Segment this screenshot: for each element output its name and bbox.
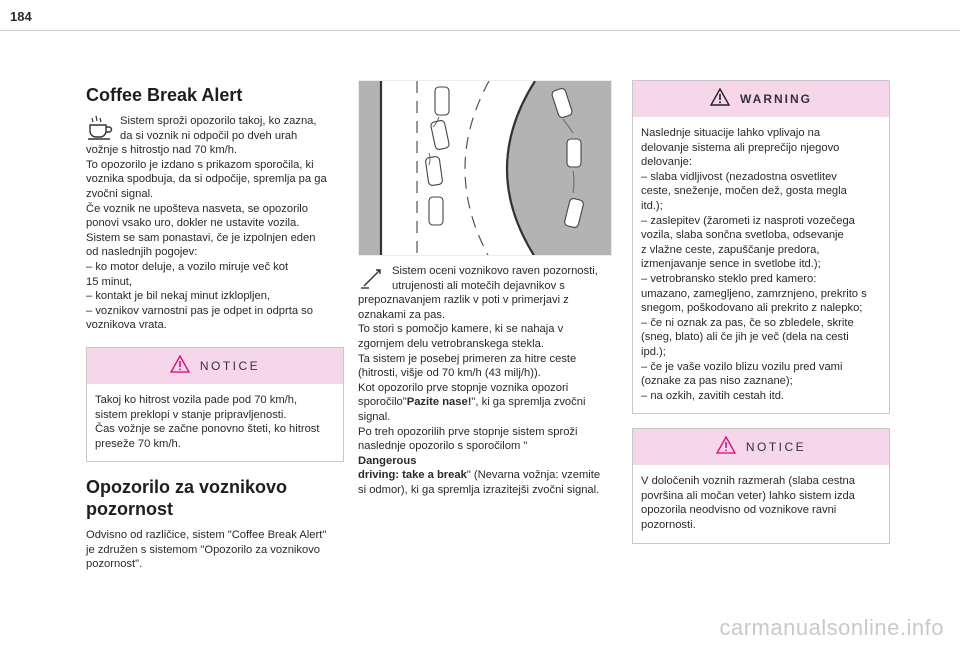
text-line: naslednje opozorilo s sporočilom " (358, 440, 528, 453)
text-line: Po treh opozorilih prve stopnje sistem sproži (358, 425, 578, 438)
warning-line: snegom, poškodovano ali prekrito z nalepko; (641, 302, 863, 315)
text-line: To opozorilo je izdano s prikazom sporočila, ki (86, 158, 314, 171)
warning-triangle-icon (710, 88, 730, 111)
text-line: utrujenosti ali motečih dejavnikov s (392, 279, 565, 292)
text-line: vožnje s hitrostjo nad 70 km/h. (86, 144, 238, 157)
text-line: voznikova vrata. (86, 319, 167, 332)
notice-header (87, 348, 343, 384)
text-line: Sistem se sam ponastavi, če je izpolnjen eden (86, 231, 316, 244)
text-line: ponovi vsako uro, dokler ne ustavite vozila. (86, 217, 300, 230)
top-rule (0, 30, 960, 31)
text-line: voznika spodbuja, da si odpočije, spremlja pa ga (86, 173, 327, 186)
warning-header (633, 81, 889, 117)
column-1 (86, 80, 344, 572)
text-line: da si voznik ni odpočil po dveh urah (120, 129, 298, 142)
warning-triangle-icon (170, 355, 190, 378)
warning-body (633, 117, 889, 413)
notice-title: NOTICE (199, 358, 261, 373)
warning-line: vozila, slaba sončna svetloba, odsevanje (641, 229, 844, 242)
warning-line: – zaslepitev (žarometi iz nasproti vozečega (641, 214, 855, 227)
message-line-1: sporočilo"Pazite nase!", ki ga spremlja zvočni (358, 396, 586, 409)
road-lane-drift-illustration (358, 80, 612, 256)
message-line-2b: driving: take a break" (Nevarna vožnja: vzemite (358, 469, 601, 482)
text-line: signal. (358, 410, 391, 423)
warning-line: ceste, sneženje, močen dež, gosta megla (641, 185, 847, 198)
notice-line: opozorila neodvisno od voznikove ravni (641, 504, 837, 517)
warning-line: izmenjavanje sence in svetlobe itd.); (641, 258, 821, 271)
text-line: je združen s sistemom "Opozorilo za voznikovo (86, 543, 321, 556)
notice-line: V določenih voznih razmerah (slaba cestna (641, 475, 855, 488)
column-3 (632, 80, 890, 544)
warning-triangle-icon (716, 436, 736, 459)
steering-wheel-icon (358, 264, 388, 292)
warning-line: – če je vaše vozilo blizu vozilu pred vami (641, 360, 843, 373)
column-2 (358, 80, 616, 498)
warning-line: – na ozkih, zavitih cestah itd. (641, 389, 785, 402)
coffee-cup-icon (86, 114, 116, 142)
notice-line: Čas vožnje se začne ponovno šteti, ko hitrost (95, 423, 320, 436)
warning-line: – če ni oznak za pas, če so zbledele, skrite (641, 316, 854, 329)
text-line: od naslednjih pogojev: (86, 246, 198, 259)
text-line: zvočni signal. (86, 187, 154, 200)
watermark: carmanualsonline.info (719, 615, 944, 640)
page-number: 184 (10, 9, 32, 24)
warning-line: umazano, zamegljeno, zamrznjeno, prekrito s (641, 287, 867, 300)
notice-box (86, 347, 344, 462)
warning-title: WARNING (740, 91, 812, 106)
notice-body (87, 384, 343, 461)
warning-box (632, 80, 890, 414)
section-heading: Coffee Break Alert (86, 85, 243, 105)
text-line: – kontakt je bil nekaj minut izklopljen, (86, 290, 271, 303)
text-line: Sistem oceni voznikovo raven pozornosti, (392, 265, 598, 277)
text-line: – voznikov varnostni pas je odpet in odprta so (86, 304, 313, 317)
text-line: zgornjem delu vetrobranskega stekla. (358, 337, 544, 350)
text-line: prepoznavanjem razlik v poti v primerjavi z (358, 294, 569, 307)
text-line: Odvisno od različice, sistem "Coffee Break Alert" (86, 529, 327, 542)
section-heading-2: Opozorilo za voznikovo pozornost (86, 477, 288, 520)
text-line: – ko motor deluje, a vozilo miruje več kot (86, 260, 289, 273)
notice-line: Takoj ko hitrost vozila pade pod 70 km/h, (95, 393, 298, 406)
warning-line: (sneg, blato) ali če jih je več (dela na cesti (641, 331, 849, 344)
notice-line: sistem preklopi v stanje pripravljenosti. (95, 408, 287, 421)
notice-body-2 (633, 465, 889, 542)
text-line: (hitrosti, višje od 70 km/h (43 milj/h)). (358, 367, 541, 380)
notice-line: površina ali močan veter) lahko sistem izda (641, 489, 855, 502)
notice-title-2: NOTICE (745, 439, 807, 454)
warning-line: – vetrobransko steklo pred kamero: (641, 272, 817, 285)
message-line-3: si odmor), ki ga spremlja izrazitejši zvočni signal. (358, 483, 600, 496)
notice-line: pozornosti. (641, 519, 696, 532)
warning-line: itd.); (641, 199, 663, 212)
message-line-2a: Dangerous (358, 454, 417, 467)
text-line: 15 minut, (86, 275, 133, 288)
notice-box-2 (632, 428, 890, 543)
warning-line: Naslednje situacije lahko vplivajo na (641, 127, 821, 139)
notice-header-2 (633, 429, 889, 465)
system-paragraph (358, 264, 616, 498)
intro-paragraph (86, 114, 344, 333)
warning-line: delovanje: (641, 156, 693, 169)
text-line: Sistem sproži opozorilo takoj, ko zazna, (120, 115, 317, 127)
text-line: Če voznik ne upošteva nasveta, se opozorilo (86, 202, 309, 215)
outro-paragraph (86, 528, 344, 572)
text-line: oznakami za pas. (358, 308, 446, 321)
warning-line: delovanje sistema ali preprečijo njegovo (641, 141, 840, 154)
text-line: pozornost". (86, 558, 143, 571)
notice-line: preseže 70 km/h. (95, 437, 181, 450)
text-line: Ta sistem je posebej primeren za hitre ceste (358, 352, 577, 365)
text-line: Kot opozorilo prve stopnje voznika opozori (358, 381, 569, 394)
text-line: To stori s pomočjo kamere, ki se nahaja v (358, 323, 564, 336)
warning-line: (oznake za pas niso zaznane); (641, 375, 793, 388)
warning-line: z vlažne ceste, zapuščanje predora, (641, 243, 820, 256)
warning-line: ipd.); (641, 345, 666, 358)
warning-line: – slaba vidljivost (nezadostna osvetlitev (641, 170, 837, 183)
